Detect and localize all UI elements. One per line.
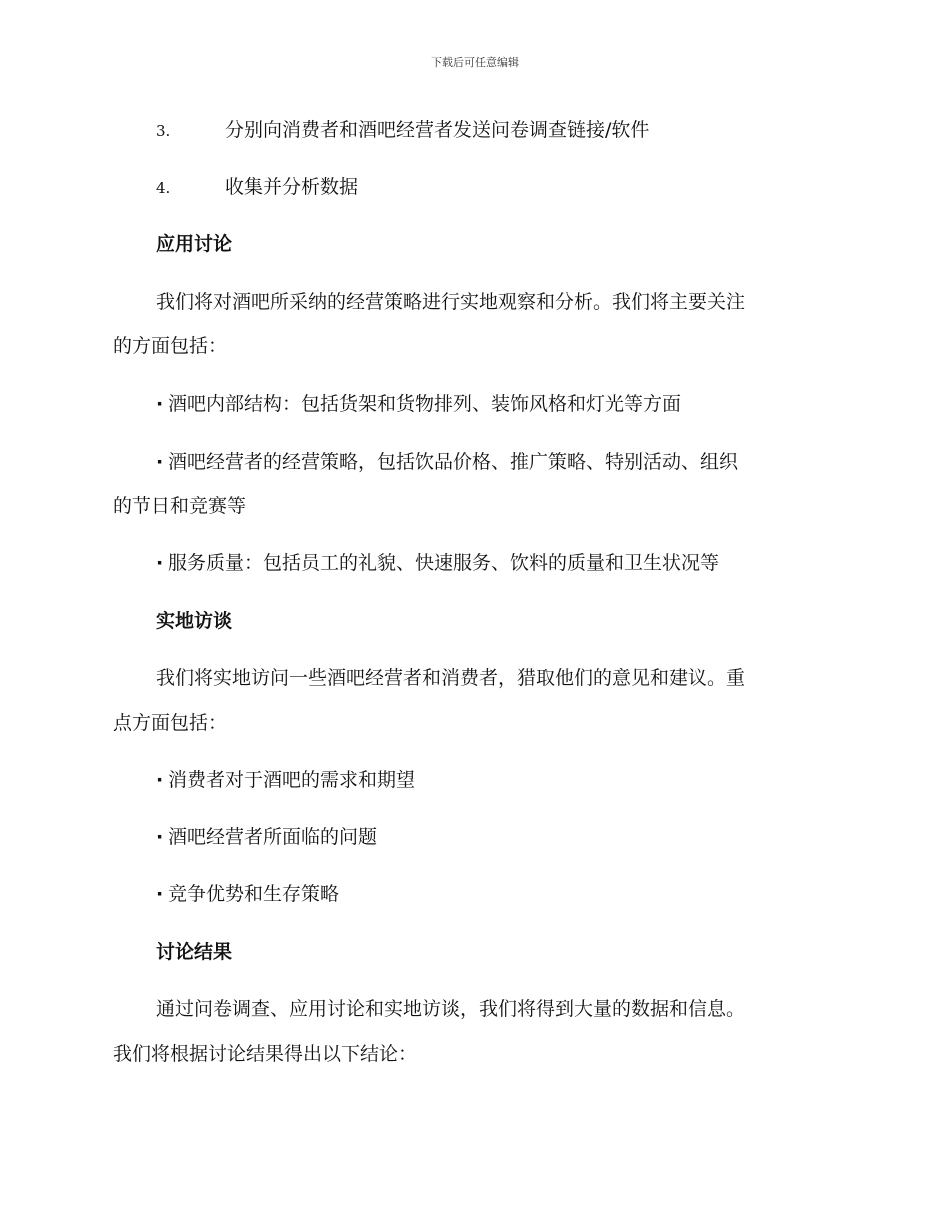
paragraph-line: 点方面包括： xyxy=(113,712,228,734)
bullet-icon: · xyxy=(156,826,164,848)
paragraph-line: 我们将对酒吧所采纳的经营策略进行实地观察和分析。我们将主要关注 xyxy=(156,291,746,313)
step-item-4 xyxy=(156,174,876,201)
bullet-item xyxy=(156,767,876,793)
paragraph-line: 通过问卷调查、应用讨论和实地访谈，我们将得到大量的数据和信息。 xyxy=(156,998,746,1020)
bullet-icon: · xyxy=(156,769,164,791)
bullet-icon: · xyxy=(156,393,164,415)
bullet-text: 消费者对于酒吧的需求和期望 xyxy=(168,769,416,791)
step-number: 3. xyxy=(156,122,171,140)
bullet-text: 竞争优势和生存策略 xyxy=(168,883,340,905)
bullet-icon: · xyxy=(156,552,164,574)
bullet-item xyxy=(156,449,876,475)
bullet-item xyxy=(156,391,876,417)
page-header: 下载后可任意编辑 xyxy=(431,56,519,69)
bullet-icon: · xyxy=(156,451,164,473)
paragraph-line: 的方面包括： xyxy=(113,335,228,357)
step-item-3 xyxy=(156,117,876,144)
bullet-item xyxy=(156,550,876,576)
paragraph-line: 我们将根据讨论结果得出以下结论： xyxy=(113,1043,418,1065)
bullet-item xyxy=(156,881,876,907)
bullet-text: 酒吧经营者所面临的问题 xyxy=(168,826,378,848)
step-number: 4. xyxy=(156,179,171,197)
section-heading-result: 讨论结果 xyxy=(156,941,233,963)
bullet-icon: · xyxy=(156,883,164,905)
bullet-text: 酒吧经营者的经营策略，包括饮品价格、推广策略、特别活动、组织 xyxy=(168,451,739,473)
step-text: 收集并分析数据 xyxy=(225,176,359,198)
bullet-continuation: 的节日和竞赛等 xyxy=(113,495,247,517)
bullet-text: 酒吧内部结构：包括货架和货物排列、装饰风格和灯光等方面 xyxy=(168,393,682,415)
bullet-item xyxy=(156,824,876,850)
step-text: 分别向消费者和酒吧经营者发送问卷调查链接/软件 xyxy=(225,119,650,141)
section-heading-application: 应用讨论 xyxy=(156,233,233,255)
section-heading-interview: 实地访谈 xyxy=(156,610,233,632)
bullet-text: 服务质量：包括员工的礼貌、快速服务、饮料的质量和卫生状况等 xyxy=(168,552,720,574)
paragraph-line: 我们将实地访问一些酒吧经营者和消费者，猎取他们的意见和建议。重 xyxy=(156,667,746,689)
